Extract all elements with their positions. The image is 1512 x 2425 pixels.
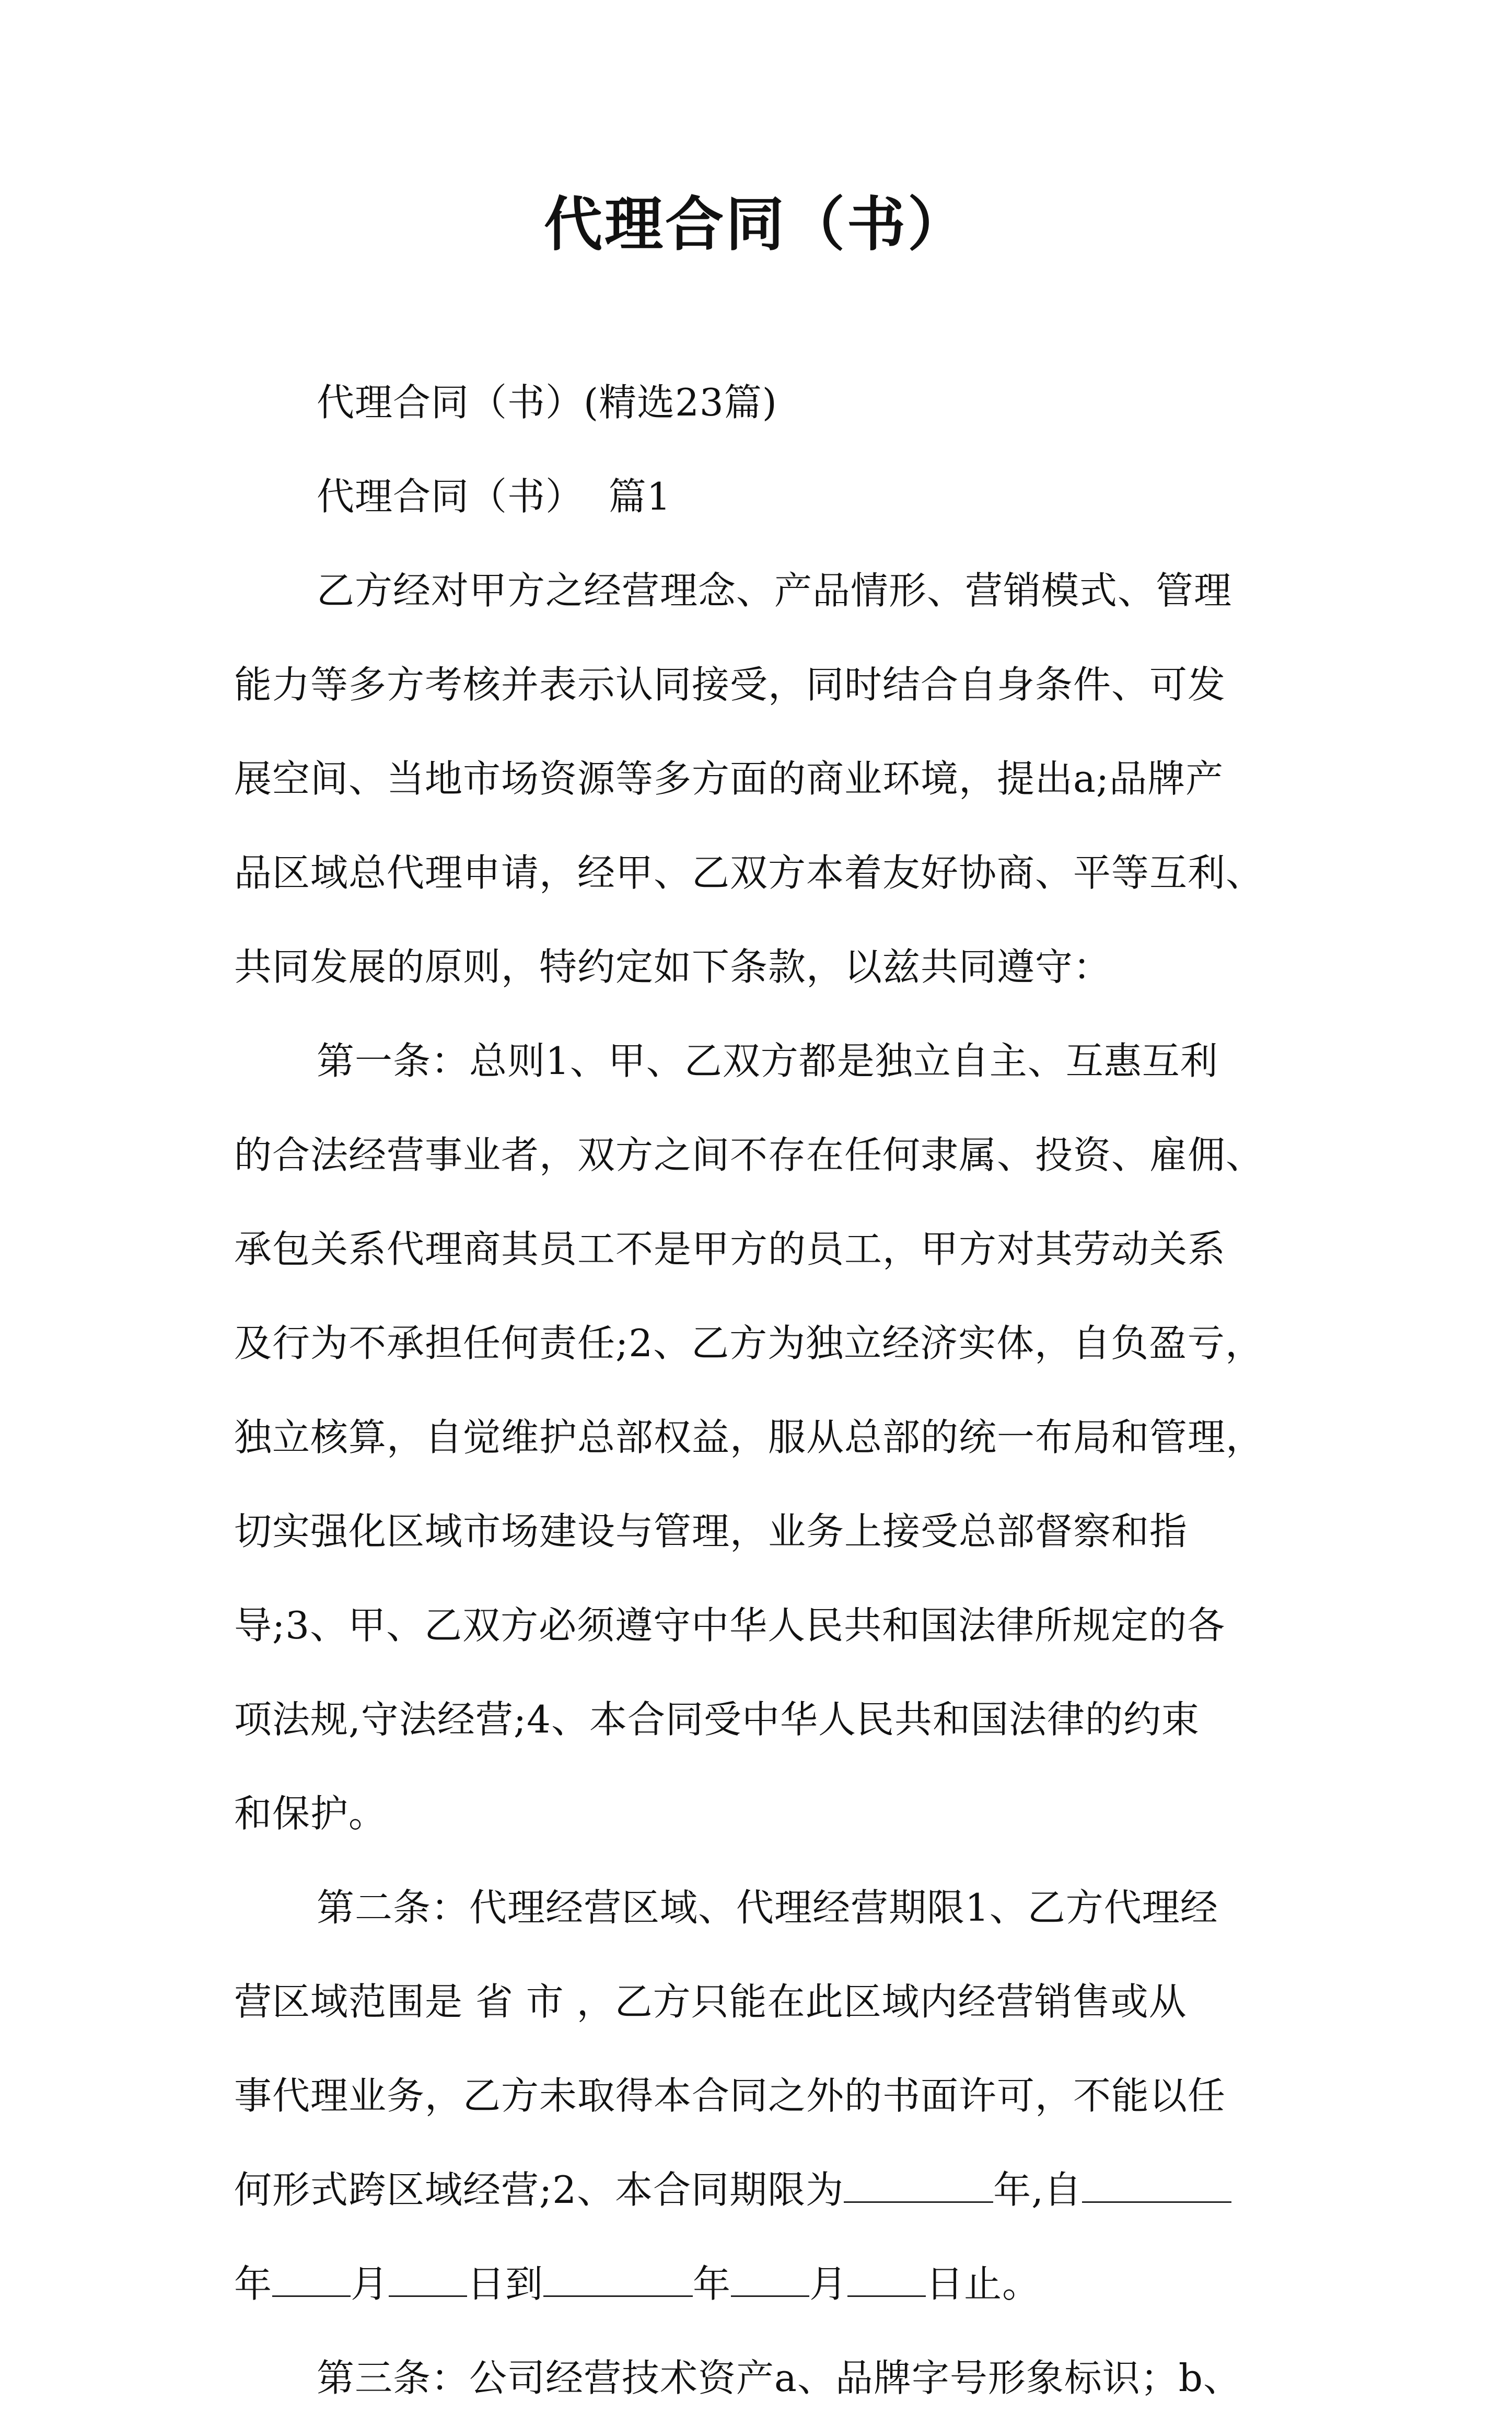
date-text: 年	[234, 2262, 273, 2306]
blank-years-field	[844, 2171, 993, 2203]
blank-end-day-field	[847, 2265, 926, 2297]
paragraph-line: 第三条：公司经营技术资产a、品牌字号形象标识；b、	[317, 2356, 1242, 2400]
paragraph-line: 导;3、甲、乙双方必须遵守中华人民共和国法律所规定的各	[234, 1603, 1226, 1647]
heading-line-article-1: 代理合同（书） 篇1	[317, 475, 671, 518]
paragraph-line: 第二条：代理经营区域、代理经营期限1、乙方代理经	[317, 1886, 1218, 1930]
paragraph-line: 能力等多方考核并表示认同接受，同时结合自身条件、可发	[234, 663, 1226, 707]
blank-end-month-field	[731, 2265, 809, 2297]
heading-line-collection: 代理合同（书）(精选23篇)	[317, 380, 777, 424]
paragraph-line: 的合法经营事业者，双方之间不存在任何隶属、投资、雇佣、	[234, 1133, 1264, 1177]
blank-end-year-field	[543, 2265, 693, 2297]
document-title: 代理合同（书）	[544, 190, 968, 259]
paragraph-line: 承包关系代理商其员工不是甲方的员工，甲方对其劳动关系	[234, 1227, 1226, 1271]
date-text: 月	[809, 2262, 848, 2306]
document-body	[234, 355, 1284, 2425]
paragraph-line: 项法规,守法经营;4、本合同受中华人民共和国法律的约束	[234, 1698, 1200, 1741]
paragraph-line: 营区域范围是 省 市 ，乙方只能在此区域内经营销售或从	[234, 1980, 1187, 2024]
blank-start-year-field	[1082, 2171, 1231, 2203]
blank-start-month-field	[272, 2265, 351, 2297]
date-text: 年	[693, 2262, 731, 2306]
paragraph-line: 第一条：总则1、甲、乙双方都是独立自主、互惠互利	[317, 1039, 1218, 1083]
term-text: 年,自	[993, 2168, 1082, 2212]
term-text: 何形式跨区域经营;2、本合同期限为	[234, 2168, 844, 2212]
date-text: 日到	[467, 2262, 544, 2306]
paragraph-line-dates	[234, 2237, 1284, 2331]
paragraph-line: 品区域总代理申请，经甲、乙双方本着友好协商、平等互利、	[234, 851, 1264, 895]
blank-start-day-field	[389, 2265, 467, 2297]
paragraph-line: 乙方经对甲方之经营理念、产品情形、营销模式、管理	[317, 569, 1232, 613]
paragraph-line: 展空间、当地市场资源等多方面的商业环境，提出a;品牌产	[234, 757, 1224, 801]
paragraph-line: 和保护。	[234, 1792, 387, 1835]
paragraph-line: 事代理业务，乙方未取得本合同之外的书面许可，不能以任	[234, 2074, 1226, 2118]
paragraph-line-term	[234, 2143, 1284, 2237]
date-text: 月	[351, 2262, 389, 2306]
paragraph-line: 共同发展的原则，特约定如下条款，以兹共同遵守：	[234, 945, 1112, 989]
paragraph-line: 独立核算，自觉维护总部权益，服从总部的统一布局和管理，	[234, 1415, 1264, 1459]
paragraph-line: 及行为不承担任何责任;2、乙方为独立经济实体，自负盈亏，	[234, 1321, 1264, 1365]
paragraph-line: 切实强化区域市场建设与管理，业务上接受总部督察和指	[234, 1509, 1188, 1553]
date-text: 日止。	[926, 2262, 1041, 2306]
